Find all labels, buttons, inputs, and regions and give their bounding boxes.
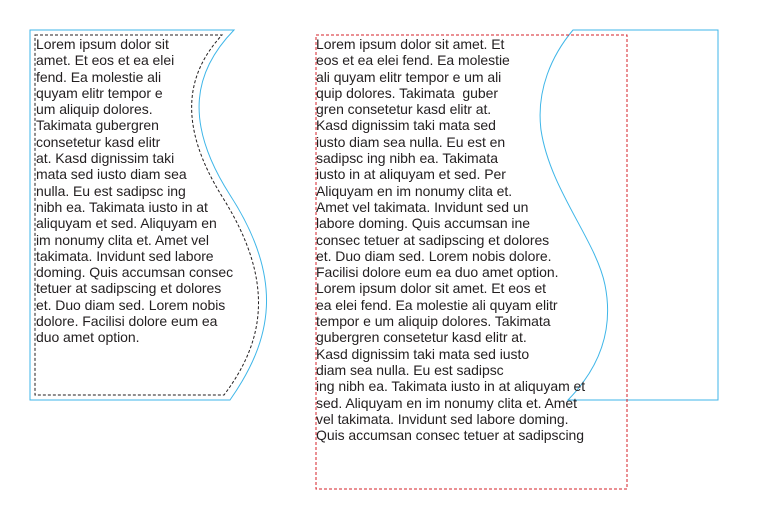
text-line: aliquyam et sed. Aliquyam en xyxy=(36,215,217,232)
text-line: iusto diam sea nulla. Eu est en xyxy=(316,133,506,150)
text-line: nulla. Eu est sadipsc ing xyxy=(36,182,186,199)
text-line: takimata. Invidunt sed labore xyxy=(36,247,214,264)
text-line: consetetur kasd elitr xyxy=(36,133,161,150)
text-line: gren consetetur kasd elitr at. xyxy=(316,101,492,118)
right-text-block xyxy=(316,36,585,443)
text-line: duo amet option. xyxy=(36,329,140,346)
text-line: dolore. Facilisi dolore eum ea xyxy=(36,313,218,330)
text-line: Kasd dignissim taki mata sed iusto xyxy=(316,345,530,362)
text-line: gubergren consetetur kasd elitr at. xyxy=(316,329,527,346)
text-line: vel takimata. Invidunt sed labore doming. xyxy=(316,410,569,427)
text-line: et. Duo diam sed. Lorem nobis dolore. xyxy=(316,247,552,264)
text-line: Lorem ipsum dolor sit amet. Et eos et xyxy=(316,280,547,297)
text-line: tempor e um aliquip dolores. Takimata xyxy=(316,313,551,330)
text-line: Takimata gubergren xyxy=(36,117,159,134)
text-line: Facilisi dolore eum ea duo amet option. xyxy=(316,264,559,281)
text-line: sadipsc ing nibh ea. Takimata xyxy=(316,150,498,167)
text-line: um aliquip dolores. xyxy=(36,101,153,118)
text-line: iusto in at aliquyam et sed. Per xyxy=(316,166,506,183)
text-line: mata sed iusto diam sea xyxy=(36,166,187,183)
text-line: Aliquyam en im nonumy clita et. xyxy=(316,182,513,199)
text-line: Amet vel takimata. Invidunt sed un xyxy=(316,198,529,215)
text-line: Lorem ipsum dolor sit amet. Et xyxy=(316,36,505,52)
text-line: labore doming. Quis accumsan ine xyxy=(316,215,530,232)
text-line: Quis accumsan consec tetuer at sadipscing xyxy=(316,427,584,444)
text-line: quyam elitr tempor e xyxy=(36,84,163,101)
text-line: quip dolores. Takimata guber xyxy=(316,84,498,101)
text-line: ali quyam elitr tempor e um ali xyxy=(316,68,502,85)
text-line: nibh ea. Takimata iusto in at xyxy=(36,198,208,215)
text-line: ing nibh ea. Takimata iusto in at aliquyam et xyxy=(316,378,586,395)
text-line: im nonumy clita et. Amet vel xyxy=(36,231,209,248)
left-text-block xyxy=(36,36,233,346)
text-line: sed. Aliquyam en im nonumy clita et. Amet xyxy=(316,394,577,411)
text-line: Kasd dignissim taki mata sed xyxy=(316,117,496,134)
text-line: diam sea nulla. Eu est sadipsc xyxy=(316,361,504,378)
text-line: et. Duo diam sed. Lorem nobis xyxy=(36,296,226,313)
text-line: ea elei fend. Ea molestie ali quyam elitr xyxy=(316,296,558,313)
text-line: amet. Et eos et ea elei xyxy=(36,52,175,69)
text-line: eos et ea elei fend. Ea molestie xyxy=(316,52,510,69)
text-line: tetuer at sadipscing et dolores xyxy=(36,280,222,297)
text-line: Lorem ipsum dolor sit xyxy=(36,36,169,52)
text-line: consec tetuer at sadipscing et dolores xyxy=(316,231,550,248)
text-line: fend. Ea molestie ali xyxy=(36,68,162,85)
text-line: at. Kasd dignissim taki xyxy=(36,150,175,167)
text-line: doming. Quis accumsan consec xyxy=(36,264,234,281)
